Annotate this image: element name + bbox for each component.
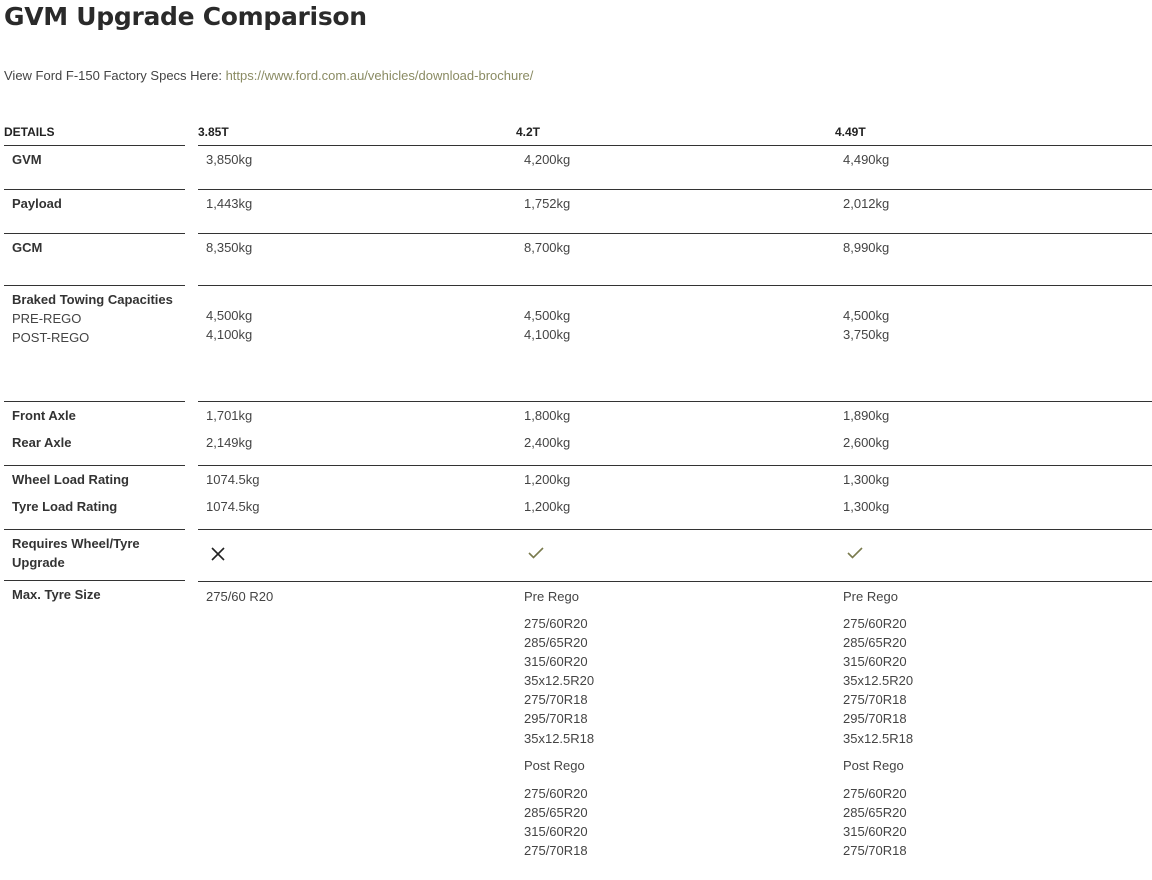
row-label-requires-upgrade-line2: Upgrade bbox=[12, 555, 65, 570]
wheel-load-3-85t: 1074.5kg bbox=[206, 472, 260, 487]
tyre-size-item: 315/60R20 bbox=[524, 824, 588, 840]
row-divider bbox=[4, 580, 185, 581]
towing-pre-4-2t: 4,500kg bbox=[524, 308, 571, 323]
gvm-value-3-85t: 3,850kg bbox=[206, 152, 253, 167]
rear-axle-4-2t: 2,400kg bbox=[524, 435, 571, 450]
post-rego-heading-4-2t: Post Rego bbox=[524, 758, 585, 773]
gvm-value-4-49t: 4,490kg bbox=[843, 152, 890, 167]
rear-axle-3-85t: 2,149kg bbox=[206, 435, 253, 450]
towing-post-4-49t: 3,750kg bbox=[843, 327, 890, 342]
wheel-load-4-2t: 1,200kg bbox=[524, 472, 571, 487]
gcm-value-4-49t: 8,990kg bbox=[843, 240, 890, 255]
tyre-size-item: 315/60R20 bbox=[843, 824, 907, 840]
row-label-requires-upgrade: Requires Wheel/Tyre bbox=[12, 536, 140, 551]
max-tyre-3-85t: 275/60 R20 bbox=[206, 589, 274, 604]
pre-rego-sizes-4-49t bbox=[843, 614, 913, 748]
row-label-gcm: GCM bbox=[12, 240, 43, 255]
row-divider bbox=[198, 189, 1152, 190]
rear-axle-4-49t: 2,600kg bbox=[843, 435, 890, 450]
payload-value-4-2t: 1,752kg bbox=[524, 196, 571, 211]
front-axle-3-85t: 1,701kg bbox=[206, 408, 253, 423]
row-label-braked-towing: Braked Towing Capacities bbox=[12, 292, 173, 307]
towing-pre-3-85t: 4,500kg bbox=[206, 308, 253, 323]
pre-rego-sizes-4-2t bbox=[524, 614, 594, 748]
row-divider bbox=[198, 465, 1152, 466]
tyre-size-item: 35x12.5R20 bbox=[524, 673, 595, 689]
front-axle-4-2t: 1,800kg bbox=[524, 408, 571, 423]
row-label-front-axle: Front Axle bbox=[12, 408, 76, 423]
tyre-size-item: 35x12.5R20 bbox=[843, 673, 914, 689]
row-divider bbox=[198, 401, 1152, 402]
towing-post-rego-label: POST-REGO bbox=[12, 330, 90, 345]
header-4-2t: 4.2T bbox=[516, 125, 541, 139]
tyre-size-item: 275/60R20 bbox=[843, 786, 907, 801]
tyre-size-item: 285/65R20 bbox=[524, 635, 588, 651]
wheel-load-4-49t: 1,300kg bbox=[843, 472, 890, 487]
check-icon bbox=[527, 546, 545, 560]
factory-specs-label: View Ford F-150 Factory Specs Here: bbox=[4, 68, 226, 83]
tyre-size-item: 285/65R20 bbox=[524, 805, 588, 821]
tyre-load-4-2t: 1,200kg bbox=[524, 499, 571, 514]
row-label-payload: Payload bbox=[12, 196, 62, 211]
row-divider bbox=[198, 285, 1152, 286]
tyre-size-item: 275/70R18 bbox=[524, 843, 588, 859]
tyre-size-item: 295/70R18 bbox=[524, 711, 588, 727]
towing-pre-rego-label: PRE-REGO bbox=[12, 311, 82, 326]
payload-value-4-49t: 2,012kg bbox=[843, 196, 890, 211]
front-axle-4-49t: 1,890kg bbox=[843, 408, 890, 423]
cross-icon bbox=[210, 546, 226, 562]
gvm-value-4-2t: 4,200kg bbox=[524, 152, 571, 167]
row-divider bbox=[198, 529, 1152, 530]
row-divider bbox=[198, 145, 1152, 146]
row-divider bbox=[198, 581, 1152, 582]
pre-rego-heading-4-49t: Pre Rego bbox=[843, 589, 898, 604]
row-divider bbox=[4, 285, 185, 286]
row-label-max-tyre: Max. Tyre Size bbox=[12, 587, 101, 602]
row-divider bbox=[4, 529, 185, 530]
check-icon bbox=[846, 546, 864, 560]
post-rego-heading-4-49t: Post Rego bbox=[843, 758, 904, 773]
post-rego-sizes-4-49t bbox=[843, 784, 907, 860]
row-divider bbox=[4, 233, 185, 234]
row-divider bbox=[4, 189, 185, 190]
tyre-size-item: 295/70R18 bbox=[843, 711, 907, 727]
row-label-gvm: GVM bbox=[12, 152, 42, 167]
post-rego-sizes-4-2t bbox=[524, 784, 588, 860]
row-label-rear-axle: Rear Axle bbox=[12, 435, 72, 450]
towing-post-3-85t: 4,100kg bbox=[206, 327, 253, 342]
header-3-85t: 3.85T bbox=[198, 125, 229, 139]
gcm-value-4-2t: 8,700kg bbox=[524, 240, 571, 255]
tyre-size-item: 275/70R18 bbox=[843, 843, 907, 859]
tyre-size-item: 275/70R18 bbox=[843, 692, 907, 708]
tyre-size-item: 275/70R18 bbox=[524, 692, 588, 708]
row-divider bbox=[4, 465, 185, 466]
header-4-49t: 4.49T bbox=[835, 125, 866, 139]
tyre-size-item: 315/60R20 bbox=[524, 654, 588, 670]
payload-value-3-85t: 1,443kg bbox=[206, 196, 253, 211]
towing-post-4-2t: 4,100kg bbox=[524, 327, 571, 342]
gcm-value-3-85t: 8,350kg bbox=[206, 240, 253, 255]
factory-specs-link[interactable]: https://www.ford.com.au/vehicles/download-brochure/ bbox=[225, 68, 534, 83]
tyre-size-item: 35x12.5R18 bbox=[524, 730, 595, 746]
row-divider bbox=[4, 145, 185, 146]
tyre-size-item: 315/60R20 bbox=[843, 654, 907, 670]
row-label-tyre-load: Tyre Load Rating bbox=[12, 499, 118, 514]
tyre-size-item: 285/65R20 bbox=[843, 635, 907, 651]
pre-rego-heading-4-2t: Pre Rego bbox=[524, 589, 579, 604]
row-divider bbox=[198, 233, 1152, 234]
factory-specs-line bbox=[4, 68, 533, 83]
row-label-wheel-load: Wheel Load Rating bbox=[12, 472, 129, 487]
tyre-size-item: 275/60R20 bbox=[524, 616, 588, 631]
header-details: DETAILS bbox=[4, 125, 55, 139]
row-divider bbox=[4, 401, 185, 402]
tyre-size-item: 275/60R20 bbox=[843, 616, 907, 631]
tyre-load-3-85t: 1074.5kg bbox=[206, 499, 260, 514]
towing-pre-4-49t: 4,500kg bbox=[843, 308, 890, 323]
tyre-size-item: 275/60R20 bbox=[524, 786, 588, 801]
tyre-size-item: 35x12.5R18 bbox=[843, 730, 914, 746]
tyre-load-4-49t: 1,300kg bbox=[843, 499, 890, 514]
tyre-size-item: 285/65R20 bbox=[843, 805, 907, 821]
page-title: GVM Upgrade Comparison bbox=[4, 2, 367, 31]
